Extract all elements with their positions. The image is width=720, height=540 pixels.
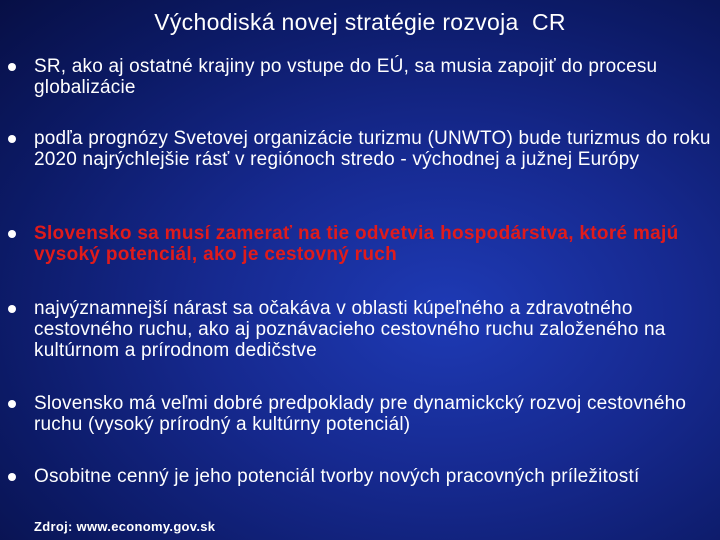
bullet-dot-icon	[8, 473, 16, 481]
bullet-text: Slovensko má veľmi dobré predpoklady pre dynamickcký rozvoj cestovného ruchu (vysoký prírodný a kultúrny potenciál)	[34, 393, 687, 435]
bullet-dot-icon	[8, 135, 16, 143]
bullet-text: Osobitne cenný je jeho potenciál tvorby nových pracovných príležitostí	[34, 466, 640, 487]
source-note: Zdroj: www.economy.gov.sk	[34, 519, 216, 534]
bullet-text: SR, ako aj ostatné krajiny po vstupe do EÚ, sa musia zapojiť do procesu globalizácie	[34, 56, 658, 98]
bullet-text: najvýznamnejší nárast sa očakáva v oblasti kúpeľného a zdravotného cestovného ruchu, ako aj poznávacieho cestovného ruchu založeného na kultúrnom a prírodnom dedičstve	[34, 298, 666, 361]
bullet-dot-icon	[8, 63, 16, 71]
slide-title: Východiská novej stratégie rozvoja CR	[154, 9, 566, 35]
bullet-dot-icon	[8, 400, 16, 408]
bullet-text-emphasized: Slovensko sa musí zamerať na tie odvetvia hospodárstva, ktoré majú vysoký potenciál, ako je cestovný ruch	[34, 223, 679, 265]
bullet-dot-icon	[8, 305, 16, 313]
bullet-text: podľa prognózy Svetovej organizácie turizmu (UNWTO) bude turizmus do roku 2020 najrýchlejšie rásť v regiónoch stredo - východnej a južnej Európy	[34, 128, 711, 170]
bullet-dot-icon	[8, 230, 16, 238]
